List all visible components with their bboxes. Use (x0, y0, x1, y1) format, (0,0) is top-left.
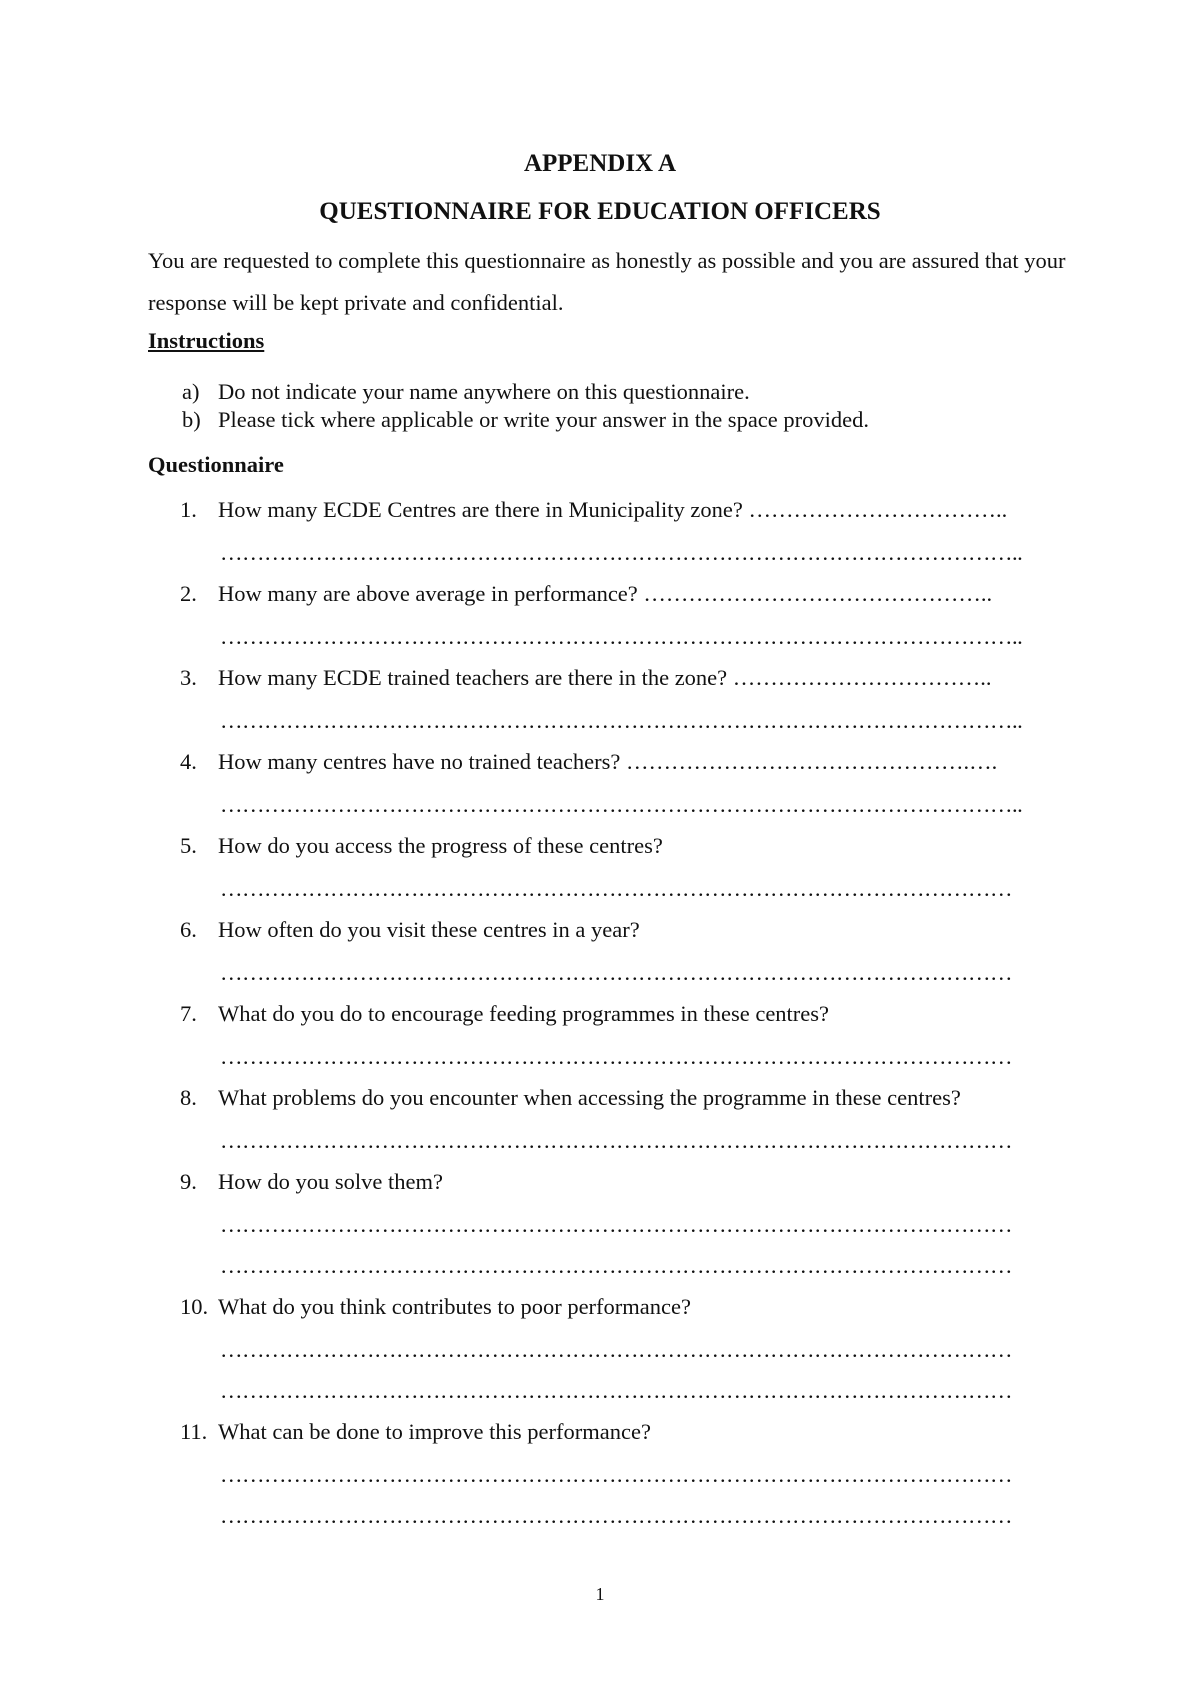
answer-line[interactable]: ……………………………………….. (643, 581, 993, 606)
answer-line[interactable]: …………………………….. (748, 497, 1008, 522)
instruction-item (182, 406, 869, 434)
question-number: 11. (180, 1419, 208, 1444)
question-number: 2. (180, 581, 197, 606)
question-number: 3. (180, 665, 197, 690)
question-item (180, 1169, 1080, 1195)
answer-line[interactable]: ……………………………………………………………………………………………… (220, 1253, 1012, 1278)
question-number: 9. (180, 1169, 197, 1194)
question-item (180, 833, 1080, 859)
question-number: 7. (180, 1001, 197, 1026)
question-item (180, 581, 1080, 607)
question-text: How many centres have no trained teachers? (218, 749, 621, 774)
answer-line[interactable]: ……………………………………………………………………………………………… (220, 1503, 1012, 1528)
question-text: What do you do to encourage feeding programmes in these centres? (218, 1001, 830, 1026)
answer-line[interactable]: ……………………………………………………………………………………………… (220, 1128, 1012, 1153)
question-number: 8. (180, 1085, 197, 1110)
answer-line[interactable]: ……………………………………………………………………………………………….. (220, 540, 1023, 565)
question-number: 5. (180, 833, 197, 858)
instruction-marker: a) (182, 379, 200, 404)
instructions-heading: Instructions (148, 328, 265, 353)
question-item (180, 1294, 1080, 1320)
question-text: How many are above average in performance? (218, 581, 638, 606)
question-text: How often do you visit these centres in a year? (218, 917, 640, 942)
question-item (180, 749, 1080, 775)
answer-line[interactable]: …………………………….. (732, 665, 992, 690)
answer-line[interactable]: ……………………………………………………………………………………………….. (220, 624, 1023, 649)
answer-line[interactable]: ……………………………………………………………………………………………… (220, 876, 1012, 901)
question-item (180, 1001, 1080, 1027)
intro-paragraph: You are requested to complete this questionnaire as honestly as possible and you are assured that your response will be kept private and confidential. (148, 248, 1066, 315)
questionnaire-heading: Questionnaire (148, 452, 284, 477)
question-number: 1. (180, 497, 197, 522)
answer-line[interactable]: ……………………………………………………………………………………………… (220, 1337, 1012, 1362)
instruction-text: Do not indicate your name anywhere on this questionnaire. (218, 379, 750, 404)
question-number: 6. (180, 917, 197, 942)
answer-line[interactable]: ……………………………………………………………………………………………… (220, 1378, 1012, 1403)
question-text: How do you access the progress of these centres? (218, 833, 663, 858)
page-number: 1 (595, 1584, 605, 1604)
answer-line[interactable]: ……………………………………………………………………………………………… (220, 960, 1012, 985)
answer-line[interactable]: ……………………………………………………………………………………………….. (220, 708, 1023, 733)
question-number: 4. (180, 749, 197, 774)
question-text: How many ECDE trained teachers are there in the zone? (218, 665, 728, 690)
question-text: What problems do you encounter when accessing the programme in these centres? (218, 1085, 961, 1110)
question-number: 10. (180, 1294, 209, 1319)
instruction-marker: b) (182, 407, 201, 432)
question-item (180, 497, 1080, 523)
question-text: How do you solve them? (218, 1169, 443, 1194)
answer-line[interactable]: ……………………………………….…. (625, 749, 998, 774)
appendix-label: APPENDIX A (523, 150, 677, 177)
answer-line[interactable]: ……………………………………………………………………………………………… (220, 1044, 1012, 1069)
question-item (180, 1085, 1080, 1111)
answer-line[interactable]: ……………………………………………………………………………………………… (220, 1462, 1012, 1487)
question-item (180, 1419, 1080, 1445)
question-text: How many ECDE Centres are there in Municipality zone? (218, 497, 743, 522)
document-title: QUESTIONNAIRE FOR EDUCATION OFFICERS (319, 198, 881, 225)
answer-line[interactable]: ……………………………………………………………………………………………….. (220, 792, 1023, 817)
instruction-text: Please tick where applicable or write your answer in the space provided. (218, 407, 870, 432)
question-item (180, 917, 1080, 943)
question-text: What can be done to improve this performance? (218, 1419, 651, 1444)
instruction-item (182, 378, 750, 406)
answer-line[interactable]: ……………………………………………………………………………………………… (220, 1212, 1012, 1237)
question-text: What do you think contributes to poor performance? (218, 1294, 691, 1319)
question-item (180, 665, 1080, 691)
